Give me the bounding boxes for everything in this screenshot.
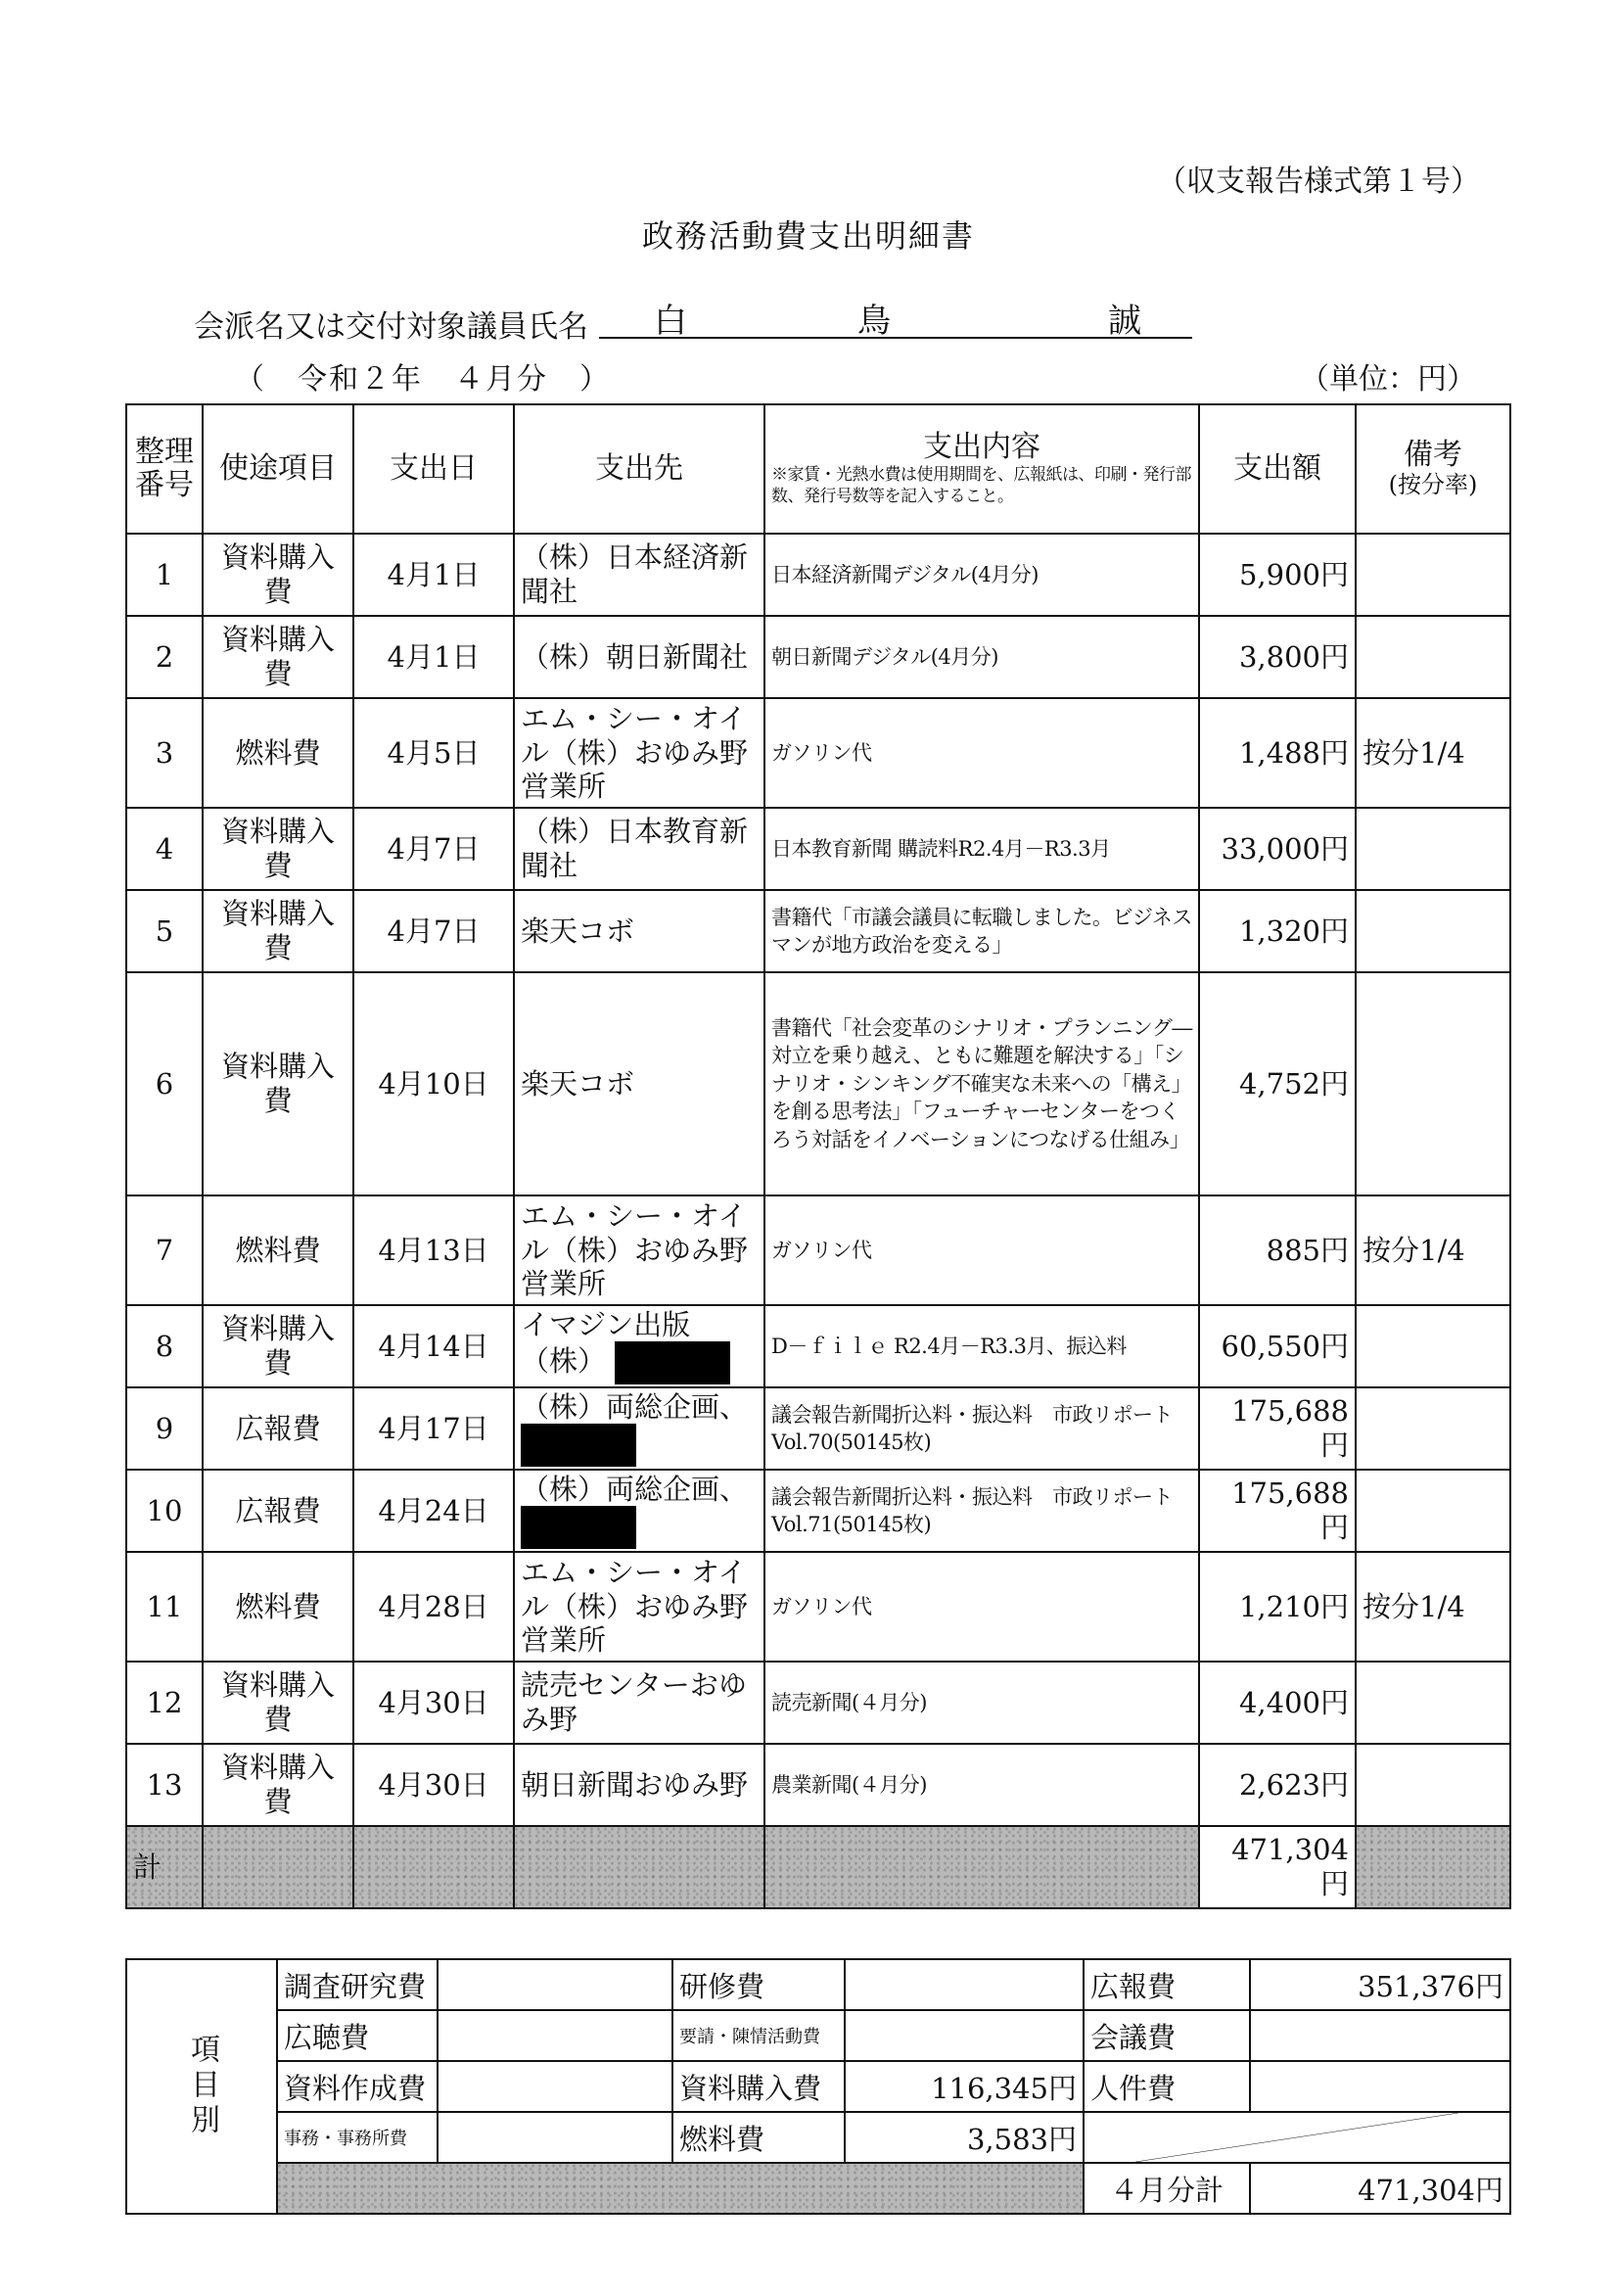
summary-label: 調査研究費 (277, 1959, 438, 2010)
month-total-label: ４月分計 (1084, 2163, 1250, 2214)
row-category: 燃料費 (203, 1552, 353, 1662)
row-no: 13 (126, 1744, 203, 1826)
row-payee: エム・シー・オイル（株）おゆみ野営業所 (514, 1552, 764, 1662)
row-content: ガソリン代 (764, 698, 1199, 808)
row-category: 資料購入費 (203, 808, 353, 890)
row-remarks: 按分1/4 (1356, 1552, 1510, 1662)
table-header-row (126, 404, 1510, 534)
row-amount: 3,800円 (1199, 616, 1356, 698)
summary-label: 事務・事務所費 (277, 2112, 438, 2163)
row-category: 広報費 (203, 1470, 353, 1552)
row-remarks (1356, 1470, 1510, 1552)
row-category: 燃料費 (203, 698, 353, 808)
row-no: 4 (126, 808, 203, 890)
row-no: 5 (126, 890, 203, 972)
row-amount: 1,488円 (1199, 698, 1356, 808)
row-category: 広報費 (203, 1387, 353, 1470)
row-no: 6 (126, 972, 203, 1195)
row-content: 日本教育新聞 購読料R2.4月－R3.3月 (764, 808, 1199, 890)
row-amount: 885円 (1199, 1195, 1356, 1305)
row-date: 4月30日 (353, 1744, 514, 1826)
row-remarks (1356, 890, 1510, 972)
row-date: 4月28日 (353, 1552, 514, 1662)
table-row (126, 808, 1510, 890)
summary-value (845, 2010, 1084, 2061)
row-amount: 2,623円 (1199, 1744, 1356, 1826)
row-payee: （株）両総企画、 (521, 1472, 749, 1506)
summary-label: 資料作成費 (277, 2061, 438, 2112)
report-period: （ 令和２年 ４月分 ） (235, 362, 611, 397)
table-row (126, 972, 1510, 1195)
row-date: 4月7日 (353, 808, 514, 890)
row-amount: 4,752円 (1199, 972, 1356, 1195)
summary-label: 広報費 (1084, 1959, 1250, 2010)
table-row (126, 616, 1510, 698)
row-remarks: 按分1/4 (1356, 1195, 1510, 1305)
table-row (126, 1744, 1510, 1826)
header-category: 使途項目 (203, 404, 353, 534)
row-no: 10 (126, 1470, 203, 1552)
row-payee-cell (514, 1305, 764, 1387)
row-remarks (1356, 808, 1510, 890)
summary-label: 人件費 (1084, 2061, 1250, 2112)
row-content: 書籍代「社会変革のシナリオ・プランニング―対立を乗り越え、ともに難題を解決する」「シナリオ・シンキング不確実な未来への「構え」を創る思考法」「フューチャーセンターをつくろう対話をイノベーションにつなげる仕組み」 (764, 972, 1199, 1195)
total-row (126, 1826, 1510, 1908)
redaction-block (615, 1341, 730, 1384)
row-date: 4月30日 (353, 1662, 514, 1744)
table-row (126, 1552, 1510, 1662)
summary-value (1250, 2061, 1510, 2112)
summary-value (438, 2010, 672, 2061)
row-payee: 朝日新聞おゆみ野 (514, 1744, 764, 1826)
row-no: 9 (126, 1387, 203, 1470)
row-category: 資料購入費 (203, 534, 353, 616)
table-row (126, 1305, 1510, 1387)
summary-label: 要請・陳情活動費 (672, 2010, 845, 2061)
summary-value (438, 2112, 672, 2163)
row-date: 4月13日 (353, 1195, 514, 1305)
row-payee-cell (514, 1387, 764, 1470)
row-remarks (1356, 1744, 1510, 1826)
row-content: 書籍代「市議会議員に転職しました。ビジネスマンが地方政治を変える」 (764, 890, 1199, 972)
row-date: 4月1日 (353, 534, 514, 616)
row-amount: 175,688円 (1199, 1387, 1356, 1470)
row-payee: （株）朝日新聞社 (514, 616, 764, 698)
header-date: 支出日 (353, 404, 514, 534)
unit-label: （単位：円） (1300, 362, 1476, 397)
table-row (126, 1195, 1510, 1305)
row-category: 資料購入費 (203, 1744, 353, 1826)
row-date: 4月14日 (353, 1305, 514, 1387)
row-remarks (1356, 1662, 1510, 1744)
header-amount: 支出額 (1199, 404, 1356, 534)
table-row (126, 534, 1510, 616)
row-category: 資料購入費 (203, 890, 353, 972)
table-row (126, 1662, 1510, 1744)
row-payee: イマジン出版（株） (521, 1307, 691, 1379)
document-title: 政務活動費支出明細書 (641, 217, 975, 255)
row-remarks (1356, 534, 1510, 616)
summary-label: 会議費 (1084, 2010, 1250, 2061)
row-no: 7 (126, 1195, 203, 1305)
expense-table (125, 403, 1511, 1909)
row-payee: 楽天コボ (514, 972, 764, 1195)
row-remarks: 按分1/4 (1356, 698, 1510, 808)
row-content: D－ｆｉｌｅ R2.4月－R3.3月、振込料 (764, 1305, 1199, 1387)
header-content (764, 404, 1199, 534)
row-no: 8 (126, 1305, 203, 1387)
row-payee: 楽天コボ (514, 890, 764, 972)
row-date: 4月10日 (353, 972, 514, 1195)
row-date: 4月24日 (353, 1470, 514, 1552)
row-date: 4月7日 (353, 890, 514, 972)
summary-row (126, 2112, 1510, 2163)
shaded-cell (1356, 1826, 1510, 1908)
row-no: 12 (126, 1662, 203, 1744)
row-no: 11 (126, 1552, 203, 1662)
shaded-cell (277, 2163, 1084, 2214)
member-name-char-3: 誠 (1108, 302, 1141, 341)
table-row (126, 890, 1510, 972)
header-payee: 支出先 (514, 404, 764, 534)
row-amount: 4,400円 (1199, 1662, 1356, 1744)
row-date: 4月5日 (353, 698, 514, 808)
row-amount: 60,550円 (1199, 1305, 1356, 1387)
summary-value (1250, 2010, 1510, 2061)
row-category: 資料購入費 (203, 1305, 353, 1387)
row-content: 日本経済新聞デジタル(4月分) (764, 534, 1199, 616)
summary-total-row (126, 2163, 1510, 2214)
row-category: 資料購入費 (203, 616, 353, 698)
row-content: 議会報告新聞折込料・振込料 市政リポートVol.70(50145枚) (764, 1387, 1199, 1470)
diagonal-line-icon (1085, 2113, 1509, 2162)
shaded-cell (353, 1826, 514, 1908)
redaction-block (521, 1424, 636, 1467)
member-label: 会派名又は交付対象議員氏名 (194, 309, 588, 345)
header-remarks-sub: (按分率) (1388, 471, 1478, 499)
row-content: 読売新聞(４月分) (764, 1662, 1199, 1744)
row-payee: （株）日本教育新聞社 (514, 808, 764, 890)
shaded-cell (514, 1826, 764, 1908)
row-content: 朝日新聞デジタル(4月分) (764, 616, 1199, 698)
summary-value: 116,345円 (845, 2061, 1084, 2112)
row-payee: 読売センターおゆみ野 (514, 1662, 764, 1744)
row-amount: 1,320円 (1199, 890, 1356, 972)
row-no: 3 (126, 698, 203, 808)
category-summary-table (125, 1958, 1511, 2215)
shaded-cell (764, 1826, 1199, 1908)
row-payee: （株）日本経済新聞社 (514, 534, 764, 616)
row-content: ガソリン代 (764, 1552, 1199, 1662)
form-number: （収支報告様式第１号） (1157, 164, 1480, 199)
row-remarks (1356, 1387, 1510, 1470)
shaded-cell (203, 1826, 353, 1908)
header-content-label: 支出内容 (923, 429, 1040, 464)
row-content: 農業新聞(４月分) (764, 1744, 1199, 1826)
summary-value (438, 1959, 672, 2010)
row-remarks (1356, 1305, 1510, 1387)
table-row (126, 698, 1510, 808)
row-remarks (1356, 972, 1510, 1195)
row-date: 4月1日 (353, 616, 514, 698)
summary-value (438, 2061, 672, 2112)
member-name-char-2: 鳥 (857, 302, 891, 341)
row-category: 資料購入費 (203, 1662, 353, 1744)
header-no: 整理番号 (126, 404, 203, 534)
table-row (126, 1387, 1510, 1470)
summary-value: 3,583円 (845, 2112, 1084, 2163)
row-payee-cell (514, 1470, 764, 1552)
total-amount: 471,304円 (1199, 1826, 1356, 1908)
summary-label: 研修費 (672, 1959, 845, 2010)
summary-label: 燃料費 (672, 2112, 845, 2163)
summary-side-label: 項目別 (185, 2034, 219, 2139)
member-underline (599, 337, 1192, 339)
row-amount: 33,000円 (1199, 808, 1356, 890)
diagonal-empty-cell (1084, 2112, 1510, 2163)
row-category: 資料購入費 (203, 972, 353, 1195)
header-remarks (1356, 404, 1510, 534)
row-amount: 5,900円 (1199, 534, 1356, 616)
summary-row (126, 2010, 1510, 2061)
row-payee: （株）両総企画、 (521, 1389, 749, 1424)
row-date: 4月17日 (353, 1387, 514, 1470)
table-row (126, 1470, 1510, 1552)
summary-value: 351,376円 (1250, 1959, 1510, 2010)
summary-row (126, 1959, 1510, 2010)
summary-value (845, 1959, 1084, 2010)
row-category: 燃料費 (203, 1195, 353, 1305)
month-total-value: 471,304円 (1250, 2163, 1510, 2214)
member-name-char-1: 白 (654, 302, 687, 341)
summary-label: 広聴費 (277, 2010, 438, 2061)
row-amount: 175,688円 (1199, 1470, 1356, 1552)
header-remarks-label: 備考 (1404, 437, 1462, 472)
row-amount: 1,210円 (1199, 1552, 1356, 1662)
row-payee: エム・シー・オイル（株）おゆみ野営業所 (514, 698, 764, 808)
total-label: 計 (126, 1826, 203, 1908)
row-no: 2 (126, 616, 203, 698)
summary-row (126, 2061, 1510, 2112)
row-content: ガソリン代 (764, 1195, 1199, 1305)
row-payee: エム・シー・オイル（株）おゆみ野営業所 (514, 1195, 764, 1305)
row-content: 議会報告新聞折込料・振込料 市政リポートVol.71(50145枚) (764, 1470, 1199, 1552)
summary-label: 資料購入費 (672, 2061, 845, 2112)
header-content-note: ※家賃・光熱水費は使用期間を、広報紙は、印刷・発行部数、発行号数等を記入すること。 (771, 465, 1191, 507)
row-no: 1 (126, 534, 203, 616)
redaction-block (521, 1506, 636, 1549)
row-remarks (1356, 616, 1510, 698)
summary-side-label-cell (126, 1959, 277, 2214)
